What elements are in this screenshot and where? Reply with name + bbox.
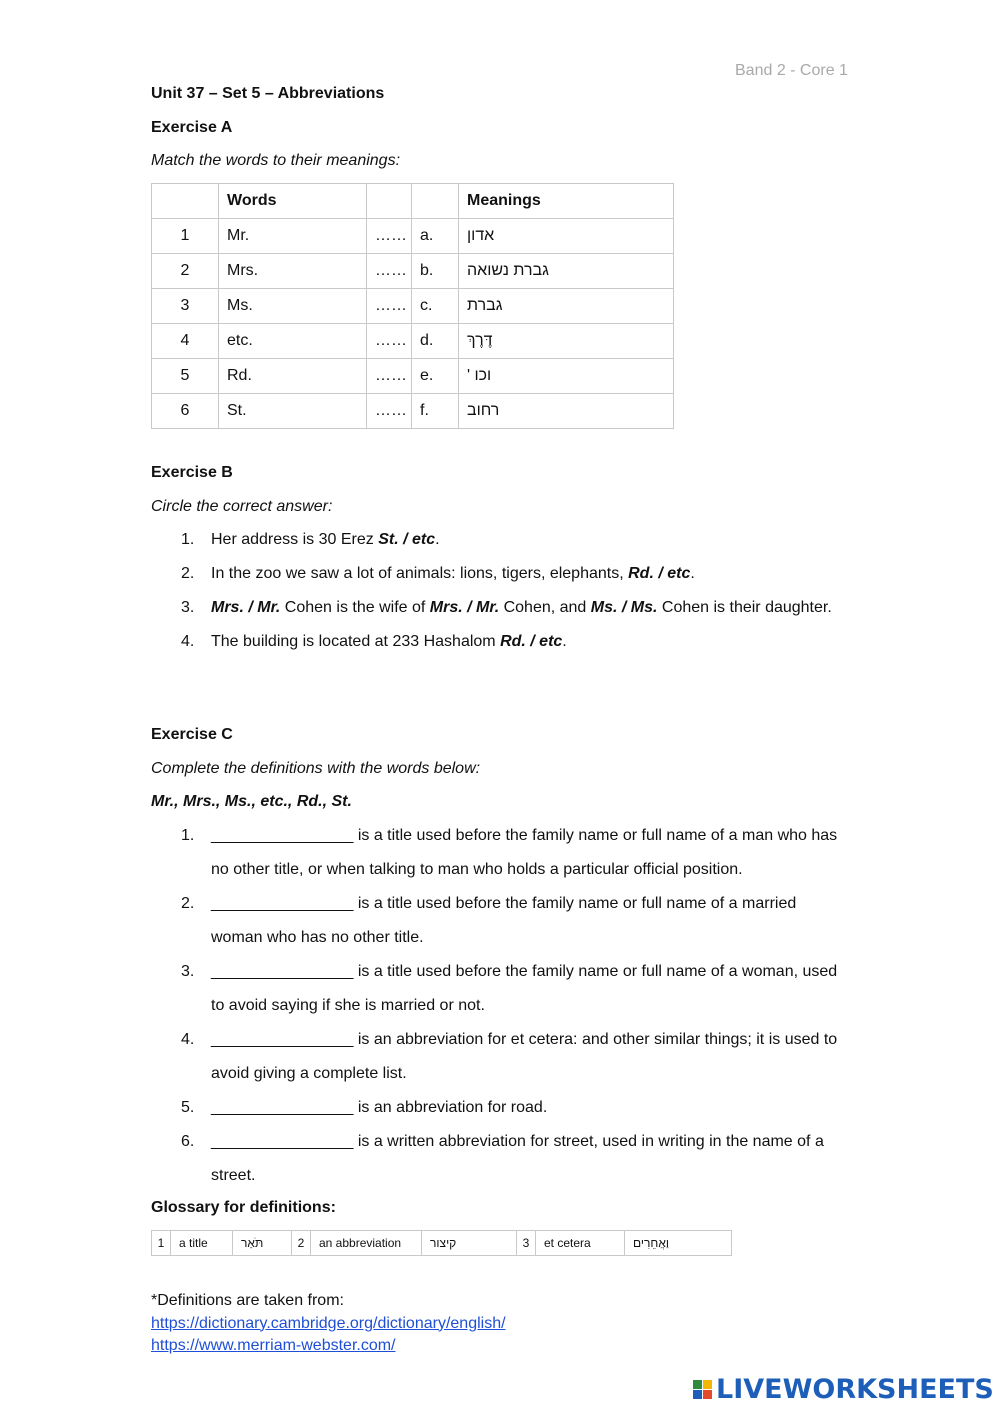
answer-choice[interactable]: St. / etc — [378, 531, 436, 548]
item-number: 2. — [181, 895, 195, 912]
liveworksheets-logo — [693, 1374, 994, 1405]
word-bank: Mr., Mrs., Ms., etc., Rd., St. — [151, 793, 352, 810]
table-row — [152, 1231, 732, 1256]
row-letter: c. — [412, 289, 459, 324]
row-letter: b. — [412, 254, 459, 289]
exercise-b-list — [151, 523, 851, 659]
logo-text: LIVEWORKSHEETS — [716, 1374, 994, 1405]
item-number: 4. — [181, 633, 195, 650]
matching-table — [151, 183, 674, 429]
band-label: Band 2 - Core 1 — [735, 62, 848, 79]
fill-blank[interactable]: ________________ — [211, 1133, 354, 1150]
glossary-table — [151, 1230, 732, 1256]
table-row — [152, 359, 674, 394]
row-letter: d. — [412, 324, 459, 359]
definition-text: is a title used before the family name or full name of a married woman who has no other title. — [211, 895, 797, 946]
exercise-a-instruction: Match the words to their meanings: — [151, 152, 401, 169]
table-row — [152, 219, 674, 254]
item-text: Her address is 30 Erez — [211, 531, 379, 548]
glossary-heading: Glossary for definitions: — [151, 1199, 336, 1216]
list-item — [151, 1091, 851, 1125]
merriam-webster-link[interactable]: https://www.merriam-webster.com/ — [151, 1337, 396, 1354]
item-text: Cohen, and — [499, 599, 591, 616]
row-number: 4 — [152, 324, 219, 359]
list-item — [151, 955, 851, 1023]
item-number: 1. — [181, 531, 195, 548]
row-word: St. — [219, 394, 367, 429]
row-letter: e. — [412, 359, 459, 394]
answer-choice[interactable]: Rd. / etc — [500, 633, 563, 650]
col-words: Words — [219, 184, 367, 219]
row-word: Ms. — [219, 289, 367, 324]
row-meaning: דֶּרֶךְ — [459, 324, 674, 359]
row-number: 1 — [152, 219, 219, 254]
list-item — [151, 819, 851, 887]
logo-mark-icon — [693, 1380, 712, 1399]
row-number: 2 — [152, 254, 219, 289]
row-number: 5 — [152, 359, 219, 394]
definition-text: is an abbreviation for road. — [353, 1099, 548, 1116]
answer-choice[interactable]: Ms. / Ms. — [590, 599, 658, 616]
definition-text: is a written abbreviation for street, used in writing in the name of a street. — [211, 1133, 824, 1184]
row-meaning: וכו ' — [459, 359, 674, 394]
exercise-c-list — [151, 819, 851, 1193]
row-word: Rd. — [219, 359, 367, 394]
definition-text: is a title used before the family name or full name of a man who has no other title, or when talking to man who holds a particular official position. — [211, 827, 838, 878]
row-letter: a. — [412, 219, 459, 254]
item-text: . — [690, 565, 695, 582]
exercise-c-instruction: Complete the definitions with the words below: — [151, 760, 481, 777]
answer-blank[interactable]: …… — [367, 359, 412, 394]
exercise-b-instruction: Circle the correct answer: — [151, 498, 333, 515]
fill-blank[interactable]: ________________ — [211, 827, 354, 844]
answer-choice[interactable]: Mrs. / Mr. — [429, 599, 500, 616]
fill-blank[interactable]: ________________ — [211, 1099, 354, 1116]
glossary-term: an abbreviation — [311, 1231, 422, 1256]
row-number: 3 — [152, 289, 219, 324]
exercise-b-heading: Exercise B — [151, 464, 233, 481]
row-meaning: רחוב — [459, 394, 674, 429]
item-number: 4. — [181, 1031, 195, 1048]
exercise-a-heading: Exercise A — [151, 119, 233, 136]
row-number: 6 — [152, 394, 219, 429]
answer-choice[interactable]: Rd. / etc — [628, 565, 691, 582]
item-text: Cohen is the wife of — [280, 599, 430, 616]
exercise-c-heading: Exercise C — [151, 726, 233, 743]
item-number: 3. — [181, 963, 195, 980]
glossary-term: et cetera — [536, 1231, 625, 1256]
list-item — [151, 1023, 851, 1091]
glossary-number: 1 — [152, 1231, 171, 1256]
table-row — [152, 324, 674, 359]
glossary-number: 3 — [517, 1231, 536, 1256]
fill-blank[interactable]: ________________ — [211, 1031, 354, 1048]
table-row — [152, 254, 674, 289]
item-text: . — [562, 633, 567, 650]
item-text: . — [435, 531, 440, 548]
list-item — [151, 591, 851, 625]
glossary-translation: וַאֲחֵרִים — [625, 1231, 732, 1256]
list-item — [151, 887, 851, 955]
worksheet-title: Unit 37 – Set 5 – Abbreviations — [151, 85, 385, 102]
item-number: 2. — [181, 565, 195, 582]
answer-choice[interactable]: Mrs. / Mr. — [211, 599, 281, 616]
row-letter: f. — [412, 394, 459, 429]
table-row — [152, 289, 674, 324]
fill-blank[interactable]: ________________ — [211, 963, 354, 980]
table-header-row — [152, 184, 674, 219]
cambridge-link[interactable]: https://dictionary.cambridge.org/dictionary/english/ — [151, 1314, 506, 1332]
glossary-number: 2 — [292, 1231, 311, 1256]
item-number: 5. — [181, 1099, 195, 1116]
answer-blank[interactable]: …… — [367, 394, 412, 429]
list-item — [151, 523, 851, 557]
item-number: 6. — [181, 1133, 195, 1150]
row-word: Mrs. — [219, 254, 367, 289]
definition-text: is a title used before the family name or full name of a woman, used to avoid saying if she is married or not. — [211, 963, 838, 1014]
sources-label: *Definitions are taken from: — [151, 1292, 344, 1309]
answer-blank[interactable]: …… — [367, 254, 412, 289]
row-meaning: גברת נשואה — [459, 254, 674, 289]
row-word: etc. — [219, 324, 367, 359]
sources-block — [151, 1290, 506, 1358]
fill-blank[interactable]: ________________ — [211, 895, 354, 912]
definition-text: is an abbreviation for et cetera: and other similar things; it is used to avoid giving a complete list. — [211, 1031, 838, 1082]
glossary-translation: תֹּאַר — [233, 1231, 292, 1256]
item-number: 3. — [181, 599, 195, 616]
list-item — [151, 1125, 851, 1193]
list-item — [151, 625, 851, 659]
item-text: Cohen is their daughter. — [657, 599, 832, 616]
answer-blank[interactable]: …… — [367, 324, 412, 359]
item-text: The building is located at 233 Hashalom — [211, 633, 501, 650]
item-number: 1. — [181, 827, 195, 844]
row-word: Mr. — [219, 219, 367, 254]
glossary-term: a title — [171, 1231, 233, 1256]
col-meanings: Meanings — [459, 184, 674, 219]
row-meaning: גברת — [459, 289, 674, 324]
item-text: In the zoo we saw a lot of animals: lions, tigers, elephants, — [211, 565, 629, 582]
table-row — [152, 394, 674, 429]
list-item — [151, 557, 851, 591]
answer-blank[interactable]: …… — [367, 219, 412, 254]
glossary-translation: קיצור — [422, 1231, 517, 1256]
row-meaning: אדון — [459, 219, 674, 254]
answer-blank[interactable]: …… — [367, 289, 412, 324]
